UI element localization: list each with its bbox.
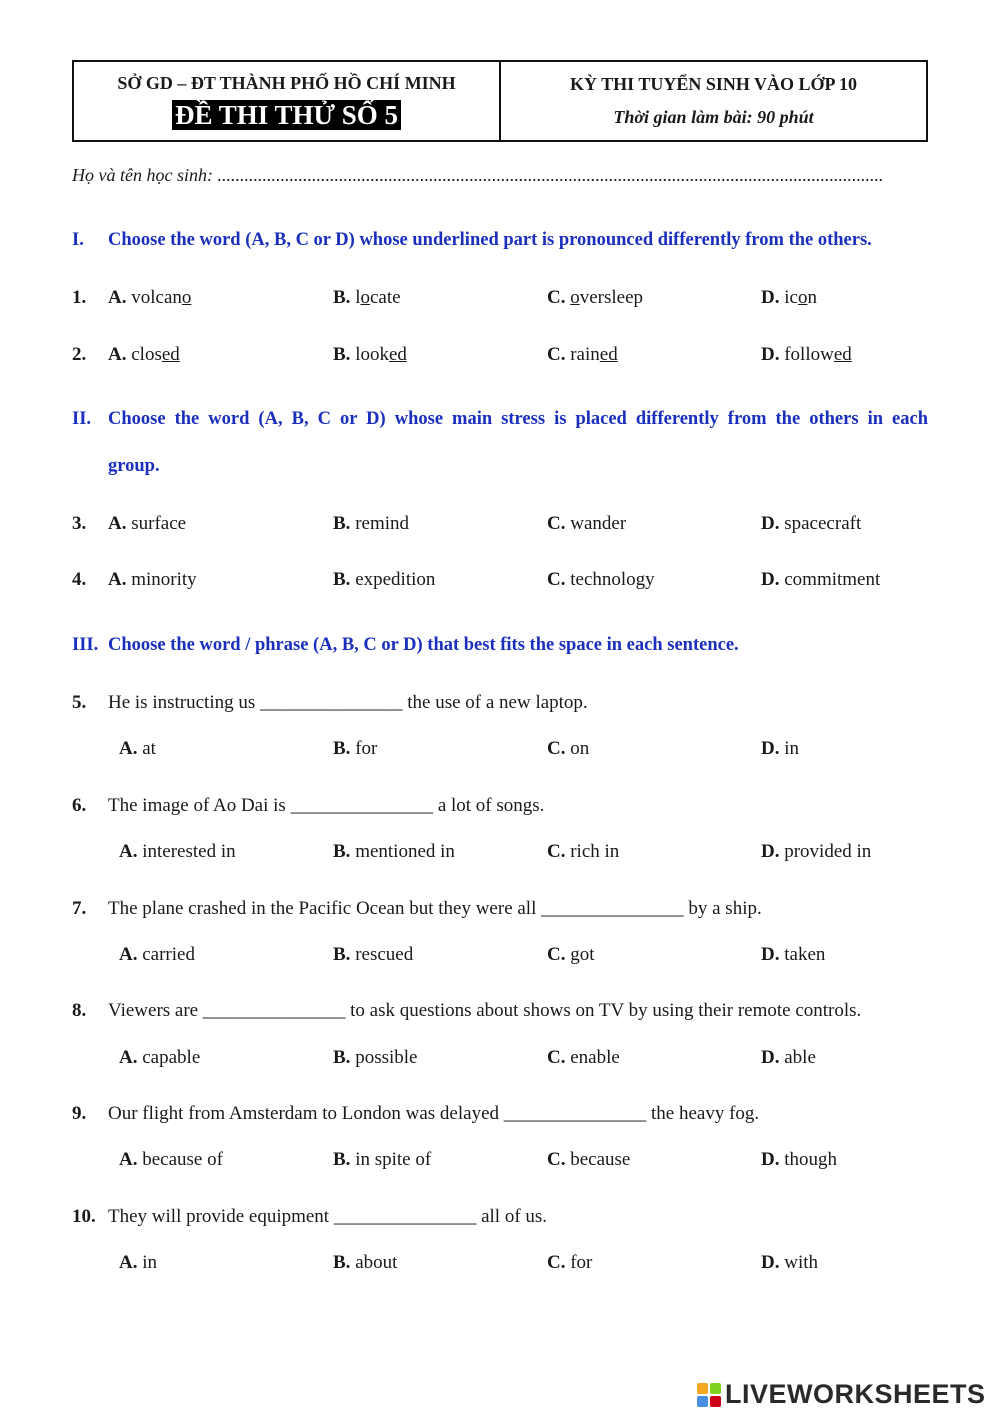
question-number: 1.: [72, 287, 87, 308]
option-c[interactable]: C. on: [547, 738, 590, 759]
option-b[interactable]: B. in spite of: [333, 1149, 432, 1170]
header-left-cell: [74, 62, 501, 140]
section-instruction-line2: group.: [108, 456, 160, 476]
option-c[interactable]: C. enable: [547, 1047, 620, 1068]
option-d[interactable]: D. in: [761, 738, 800, 759]
option-b[interactable]: B. remind: [333, 513, 410, 534]
liveworksheets-wordmark: LIVEWORKSHEETS: [725, 1379, 986, 1409]
question-text: They will provide equipment _______________ all of us.: [108, 1206, 548, 1227]
section-number: II.: [72, 409, 92, 429]
question-number: 4.: [72, 569, 87, 590]
option-d[interactable]: D. followed: [761, 344, 852, 365]
student-name-field[interactable]: Họ và tên học sinh: ....................................................................................................................................................: [72, 165, 884, 185]
option-d[interactable]: D. able: [761, 1047, 816, 1068]
question-number: 6.: [72, 795, 87, 816]
section-number: III.: [72, 635, 99, 655]
option-b[interactable]: B. rescued: [333, 944, 414, 965]
section-instruction-line1: Choose the word (A, B, C or D) whose main stress is placed differently from the others in each: [108, 409, 928, 429]
option-c[interactable]: C. oversleep: [547, 287, 644, 308]
question-text: The image of Ao Dai is _______________ a lot of songs.: [108, 795, 545, 816]
liveworksheets-logo: [697, 1379, 986, 1410]
question-number: 5.: [72, 692, 87, 713]
option-b[interactable]: B. mentioned in: [333, 841, 455, 862]
option-a[interactable]: A. carried: [119, 944, 195, 965]
exam-title: ĐỀ THI THỬ SỐ 5: [172, 100, 401, 130]
option-a[interactable]: A. interested in: [119, 841, 236, 862]
exam-time: Thời gian làm bài: 90 phút: [613, 107, 814, 127]
question-number: 8.: [72, 1000, 87, 1021]
option-a[interactable]: A. volcano: [108, 287, 192, 308]
option-a[interactable]: A. minority: [108, 569, 197, 590]
option-a[interactable]: A. because of: [119, 1149, 223, 1170]
exam-name: KỲ THI TUYỂN SINH VÀO LỚP 10: [569, 74, 858, 94]
option-a[interactable]: A. surface: [108, 513, 187, 534]
section-instruction: Choose the word (A, B, C or D) whose underlined part is pronounced differently from the others.: [108, 230, 872, 250]
question-text: Our flight from Amsterdam to London was delayed _______________ the heavy fog.: [108, 1103, 760, 1124]
section-instruction: Choose the word / phrase (A, B, C or D) that best fits the space in each sentence.: [108, 635, 739, 655]
exam-header: [72, 60, 928, 142]
option-d[interactable]: D. taken: [761, 944, 826, 965]
question-text: Viewers are _______________ to ask questions about shows on TV by using their remote controls.: [108, 1000, 862, 1021]
option-b[interactable]: B. locate: [333, 287, 401, 308]
option-c[interactable]: C. wander: [547, 513, 627, 534]
option-d[interactable]: D. though: [761, 1149, 838, 1170]
option-b[interactable]: B. expedition: [333, 569, 436, 590]
liveworksheets-icon: [697, 1383, 721, 1407]
header-org: SỞ GD – ĐT THÀNH PHỐ HỒ CHÍ MINH: [117, 72, 456, 93]
option-c[interactable]: C. for: [547, 1252, 593, 1273]
option-d[interactable]: D. with: [761, 1252, 819, 1273]
header-right-cell: [501, 62, 926, 140]
question-text: The plane crashed in the Pacific Ocean but they were all _______________ by a ship.: [108, 898, 762, 919]
option-c[interactable]: C. rich in: [547, 841, 620, 862]
option-d[interactable]: D. spacecraft: [761, 513, 862, 534]
option-d[interactable]: D. commitment: [761, 569, 881, 590]
option-b[interactable]: B. possible: [333, 1047, 418, 1068]
option-c[interactable]: C. got: [547, 944, 595, 965]
question-text: He is instructing us _______________ the use of a new laptop.: [108, 692, 588, 713]
question-number: 10.: [72, 1206, 96, 1227]
option-c[interactable]: C. technology: [547, 569, 655, 590]
question-number: 3.: [72, 513, 87, 534]
option-d[interactable]: D. icon: [761, 287, 817, 308]
section-number: I.: [72, 230, 84, 250]
option-d[interactable]: D. provided in: [761, 841, 872, 862]
option-a[interactable]: A. closed: [108, 344, 180, 365]
option-a[interactable]: A. at: [119, 738, 156, 759]
option-a[interactable]: A. in: [119, 1252, 158, 1273]
option-c[interactable]: C. rained: [547, 344, 618, 365]
option-c[interactable]: C. because: [547, 1149, 631, 1170]
question-number: 2.: [72, 344, 87, 365]
option-a[interactable]: A. capable: [119, 1047, 201, 1068]
question-number: 7.: [72, 898, 87, 919]
option-b[interactable]: B. about: [333, 1252, 398, 1273]
option-b[interactable]: B. for: [333, 738, 378, 759]
question-number: 9.: [72, 1103, 87, 1124]
option-b[interactable]: B. looked: [333, 344, 407, 365]
